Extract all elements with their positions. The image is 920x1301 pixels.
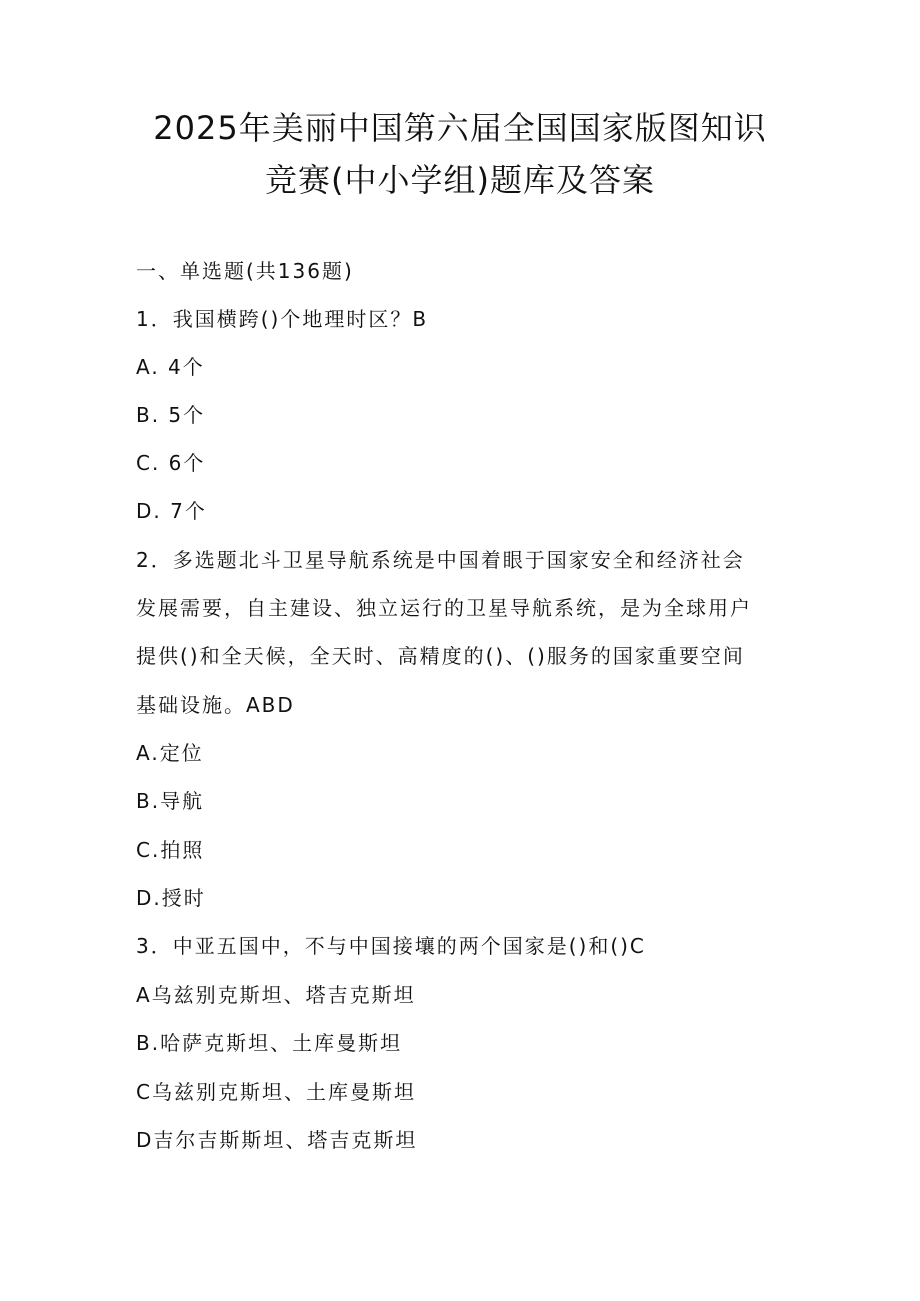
question-2-text-line-2: 发展需要，自主建设、独立运行的卫星导航系统，是为全球用户 bbox=[136, 596, 752, 620]
question-3-option-b: B.哈萨克斯坦、土库曼斯坦 bbox=[136, 1031, 403, 1055]
question-3-option-a: A乌兹别克斯坦、塔吉克斯坦 bbox=[136, 983, 416, 1007]
question-3-option-c: C乌兹别克斯坦、土库曼斯坦 bbox=[136, 1080, 416, 1104]
question-1-option-d: D. 7个 bbox=[136, 499, 207, 523]
question-2-option-c: C.拍照 bbox=[136, 838, 205, 862]
question-2-option-b: B.导航 bbox=[136, 789, 205, 813]
question-2-text-line-4: 基础设施。ABD bbox=[136, 693, 295, 717]
question-3-option-d: D吉尔吉斯斯坦、塔吉克斯坦 bbox=[136, 1128, 418, 1152]
question-1-option-b: B. 5个 bbox=[136, 403, 206, 427]
question-2-text-line-3: 提供()和全天候，全天时、高精度的()、()服务的国家重要空间 bbox=[136, 644, 745, 668]
question-2-text-line-1: 2．多选题北斗卫星导航系统是中国着眼于国家安全和经济社会 bbox=[136, 548, 745, 572]
question-1-text: 1．我国横跨()个地理时区？B bbox=[136, 307, 429, 331]
section-heading: 一、单选题(共136题) bbox=[136, 259, 354, 283]
question-2-option-d: D.授时 bbox=[136, 886, 206, 910]
question-1-option-a: A. 4个 bbox=[136, 355, 205, 379]
document-title-line-2: 竞赛(中小学组)题库及答案 bbox=[265, 161, 655, 199]
question-1-option-c: C. 6个 bbox=[136, 451, 206, 475]
document-title-line-1: 2025年美丽中国第六届全国国家版图知识 bbox=[153, 109, 767, 147]
question-2-option-a: A.定位 bbox=[136, 741, 204, 765]
question-3-text: 3．中亚五国中，不与中国接壤的两个国家是()和()C bbox=[136, 934, 646, 958]
